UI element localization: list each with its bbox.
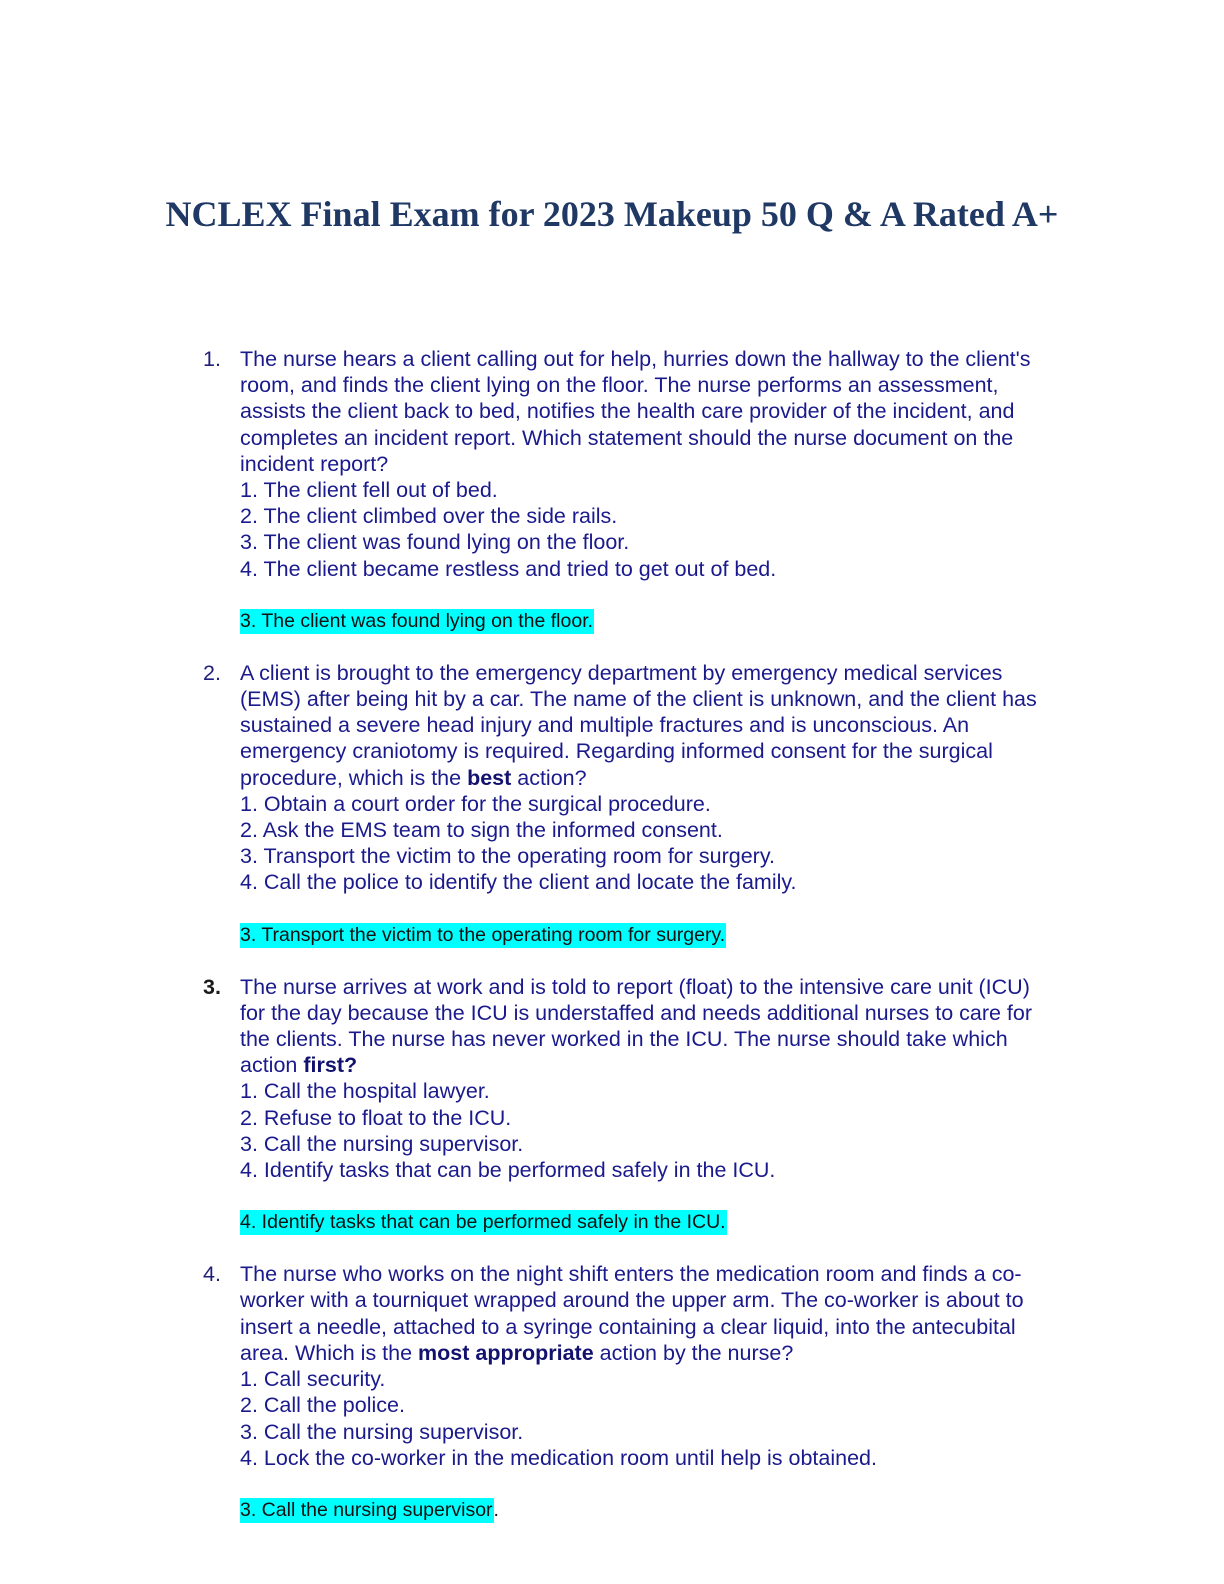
highlighted-answer: 3. The client was found lying on the floor. — [240, 609, 594, 632]
answer-option: 3. Call the nursing supervisor. — [240, 1131, 524, 1156]
answer-option: 4. Identify tasks that can be performed safely in the ICU. — [240, 1158, 776, 1183]
question-body — [240, 346, 1040, 582]
stem-text: action by the nurse? — [593, 1340, 794, 1365]
question-stem — [240, 975, 1032, 1078]
answer-option: 2. Call the police. — [240, 1393, 405, 1418]
answer-option: 3. Call the nursing supervisor. — [240, 1419, 524, 1444]
question-stem — [240, 1262, 1024, 1365]
question-item — [0, 660, 1224, 948]
stem-text: A client is brought to the emergency department by emergency medical services (EMS) after being hit by a car. The name of the client is unknown, and the client has sustained a severe head injury and multiple fractures and is unconscious. An emergency craniotomy is required. Regarding informed consent for the surgical procedure, which is the — [240, 660, 1037, 790]
stem-emphasis: best — [467, 765, 512, 790]
answer-option: 2. The client climbed over the side rails. — [240, 504, 618, 529]
question-item — [0, 1261, 1224, 1523]
question-list — [0, 346, 1224, 1549]
stem-text: The nurse who works on the night shift enters the medication room and finds a co-worker with a tourniquet wrapped around the upper arm. The co-worker is about to insert a needle, attached to a syringe containing a clear liquid, into the antecubital area. Which is the — [240, 1262, 1024, 1365]
answer-line — [240, 1497, 1224, 1523]
answer-option: 2. Refuse to float to the ICU. — [240, 1105, 512, 1130]
answer-tail: . — [493, 1498, 499, 1521]
stem-text: action? — [511, 765, 587, 790]
question-stem — [240, 661, 1037, 790]
answer-option: 1. The client fell out of bed. — [240, 478, 498, 503]
answer-option: 4. The client became restless and tried to get out of bed. — [240, 556, 777, 581]
question-body — [240, 660, 1040, 896]
answer-line — [240, 922, 1224, 948]
highlighted-answer: 3. Transport the victim to the operating room for surgery. — [240, 923, 726, 946]
answer-option: 1. Call security. — [240, 1367, 386, 1392]
question-number: 1. — [203, 347, 221, 371]
answer-option: 4. Call the police to identify the client and locate the family. — [240, 870, 797, 895]
question-number: 2. — [203, 660, 221, 685]
stem-text: The nurse arrives at work and is told to report (float) to the intensive care unit (ICU) for the day because the ICU is understaffed and needs additional nurses to care for the clients. The nurse has never worked in the ICU. The nurse should take which action — [240, 974, 1033, 1078]
document-title: NCLEX Final Exam for 2023 Makeup 50 Q & A Rated A+ — [165, 194, 1059, 234]
question-item — [0, 346, 1224, 634]
answer-option: 2. Ask the EMS team to sign the informed consent. — [240, 818, 723, 843]
highlighted-answer: 3. Call the nursing supervisor — [240, 1498, 493, 1521]
question-stem — [240, 347, 1030, 476]
question-body — [240, 974, 1040, 1184]
answer-option: 1. Obtain a court order for the surgical procedure. — [240, 791, 711, 816]
question-number: 3. — [203, 974, 221, 999]
stem-text: The nurse hears a client calling out for help, hurries down the hallway to the client's room, and finds the client lying on the floor. The nurse performs an assessment, assists the client back to bed, notifies the health care provider of the incident, and completes an incident report. Which statement should the nurse document on the incident report? — [240, 347, 1031, 476]
answer-option: 3. Transport the victim to the operating room for surgery. — [240, 844, 775, 869]
stem-emphasis: first? — [303, 1053, 358, 1078]
stem-emphasis: most appropriate — [418, 1340, 594, 1365]
question-number: 4. — [203, 1262, 221, 1287]
answer-option: 1. Call the hospital lawyer. — [240, 1079, 490, 1104]
question-item — [0, 974, 1224, 1236]
highlighted-answer: 4. Identify tasks that can be performed safely in the ICU. — [240, 1211, 726, 1234]
question-body — [240, 1261, 1040, 1471]
answer-option: 4. Lock the co-worker in the medication room until help is obtained. — [240, 1445, 877, 1470]
answer-line — [240, 1209, 1224, 1235]
answer-option: 3. The client was found lying on the floor. — [240, 530, 630, 555]
answer-line — [240, 608, 1224, 634]
